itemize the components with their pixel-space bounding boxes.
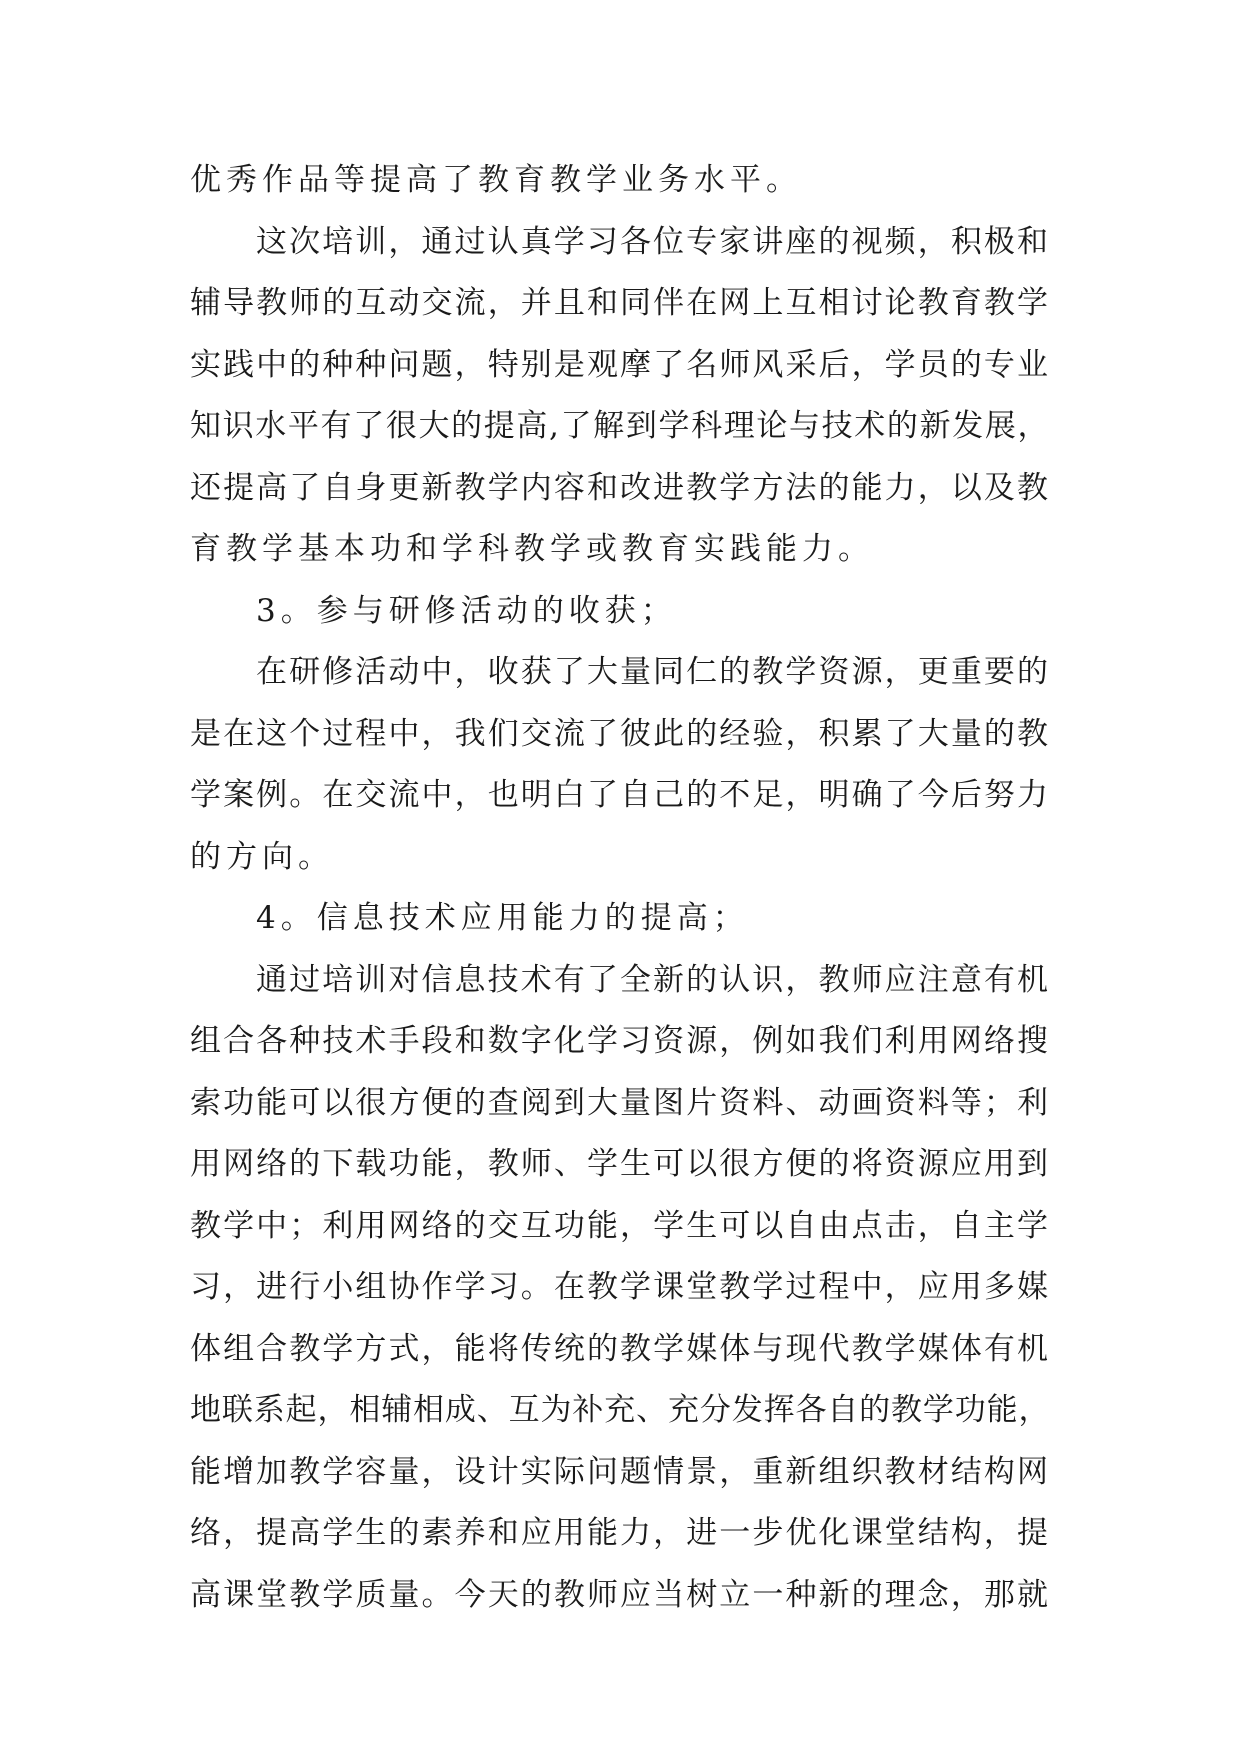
text-line: 在研修活动中，收获了大量同仁的教学资源，更重要的: [256, 654, 1050, 690]
text-line: 高课堂教学质量。今天的教师应当树立一种新的理念，那就: [190, 1576, 1050, 1613]
text-line: 辅导教师的互动交流，并且和同伴在网上互相讨论教育教学: [190, 285, 1050, 321]
text-line: 育教学基本功和学科教学或教育实践能力。: [190, 531, 874, 567]
text-line: 习，进行小组协作学习。在教学课堂教学过程中，应用多媒: [190, 1269, 1050, 1305]
text-line: 是在这个过程中，我们交流了彼此的经验，积累了大量的教: [190, 715, 1050, 752]
text-line: 络，提高学生的素养和应用能力，进一步优化课堂结构，提: [190, 1515, 1050, 1551]
text-line: 通过培训对信息技术有了全新的认识，教师应注意有机: [256, 961, 1050, 998]
text-line: 3。参与研修活动的收获；: [256, 592, 677, 629]
text-line: 4。信息技术应用能力的提高；: [256, 900, 749, 936]
text-line: 的方向。: [190, 838, 334, 875]
text-line: 这次培训，通过认真学习各位专家讲座的视频，积极和: [256, 223, 1050, 260]
text-line: 教学中；利用网络的交互功能，学生可以自由点击，自主学: [190, 1207, 1050, 1244]
text-line: 体组合教学方式，能将传统的教学媒体与现代教学媒体有机: [190, 1330, 1050, 1367]
text-line: 优秀作品等提高了教育教学业务水平。: [190, 162, 802, 198]
text-line: 地联系起，相辅相成、互为补充、充分发挥各自的教学功能，: [190, 1392, 1050, 1428]
text-line: 索功能可以很方便的查阅到大量图片资料、动画资料等；利: [190, 1084, 1050, 1121]
text-line: 能增加教学容量，设计实际问题情景，重新组织教材结构网: [190, 1453, 1050, 1490]
text-line: 组合各种技术手段和数字化学习资源，例如我们利用网络搜: [190, 1023, 1050, 1059]
text-line: 用网络的下载功能，教师、学生可以很方便的将资源应用到: [190, 1146, 1050, 1182]
text-line: 学案例。在交流中，也明白了自己的不足，明确了今后努力: [190, 777, 1050, 813]
text-line: 实践中的种种问题，特别是观摩了名师风采后，学员的专业: [190, 346, 1050, 383]
text-line: 知识水平有了很大的提高,了解到学科理论与技术的新发展，: [190, 408, 1050, 444]
document-body: [190, 150, 1050, 1626]
text-line: 还提高了自身更新教学内容和改进教学方法的能力，以及教: [190, 469, 1050, 506]
